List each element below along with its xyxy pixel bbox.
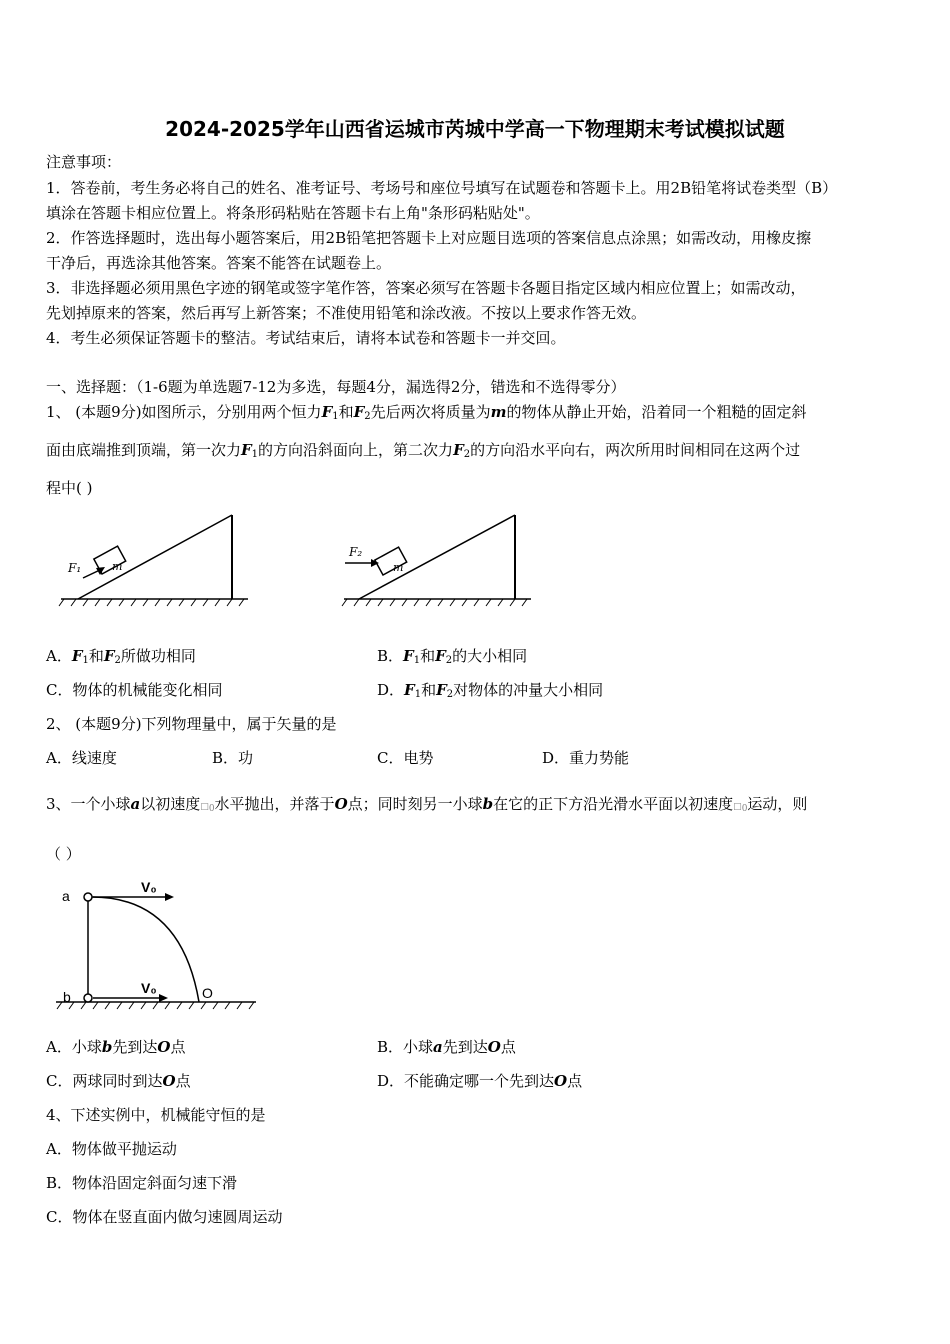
fig1-block-label: m xyxy=(112,560,123,573)
q4-stem: 4、下述实例中，机械能守恒的是 xyxy=(46,1106,266,1124)
notice-line: 填涂在答题卡相应位置上。将条形码粘贴在答题卡右上角"条形码粘贴处"。 xyxy=(46,204,540,222)
q4-option-b[interactable]: B．物体沿固定斜面匀速下滑 xyxy=(46,1174,238,1192)
q1-option-b[interactable]: B．$F_1$和$F_2$的大小相同 xyxy=(377,647,528,666)
q3-answer-blank: （ ） xyxy=(46,845,81,863)
q1-option-d[interactable]: D．$F_1$和$F_2$对物体的冲量大小相同 xyxy=(377,681,604,700)
q4-option-c[interactable]: C．物体在竖直面内做匀速圆周运动 xyxy=(46,1208,283,1226)
fig3-label-v0-top: V₀ xyxy=(141,879,157,895)
fig3-label-a: a xyxy=(62,888,70,904)
q3-option-d[interactable]: D．不能确定哪一个先到达O点 xyxy=(377,1072,583,1090)
q3-option-b[interactable]: B．小球a先到达O点 xyxy=(377,1038,516,1056)
q2-option-c[interactable]: C．电势 xyxy=(377,749,434,767)
q1-stem-line3: 程中( ) xyxy=(46,479,93,497)
page-title: 2024-2025学年山西省运城市芮城中学高一下物理期末考试模拟试题 xyxy=(165,117,785,141)
notice-line: 先划掉原来的答案，然后再写上新答案；不准使用铅笔和涂改液。不按以上要求作答无效。 xyxy=(46,304,647,322)
fig3-label-o: O xyxy=(202,985,213,1001)
q2-option-a[interactable]: A．线速度 xyxy=(46,749,117,767)
fig3-label-v0-bottom: V₀ xyxy=(141,980,157,996)
notice-line: 4．考生必须保证答题卡的整洁。考试结束后，请将本试卷和答题卡一并交回。 xyxy=(46,329,566,347)
notice-line: 1．答卷前，考生务必将自己的姓名、准考证号、考场号和座位号填写在试题卷和答题卡上。用2B铅笔将试卷类型（B） xyxy=(46,179,838,197)
q1-stem-line1: 1、 (本题9分)如图所示，分别用两个恒力$F_1$和$F_2$先后两次将质量为m的物体从静止开始，沿着同一个粗糙的固定斜 xyxy=(46,403,807,422)
q3-option-c[interactable]: C．两球同时到达O点 xyxy=(46,1072,191,1090)
q3-option-a[interactable]: A．小球b先到达O点 xyxy=(46,1038,186,1056)
q1-stem-line2: 面由底端推到顶端，第一次力$F_1$的方向沿斜面向上，第二次力$F_2$的方向沿水平向右，两次所用时间相同在这两个过 xyxy=(46,441,801,460)
notice-line: 3．非选择题必须用黑色字迹的钢笔或签字笔作答，答案必须写在答题卡各题目指定区域内相应位置上；如需改动， xyxy=(46,279,806,297)
fig2-block-label: m xyxy=(393,561,404,574)
notice-line: 2．作答选择题时，选出每小题答案后，用2B铅笔把答题卡上对应题目选项的答案信息点涂黑；如需改动，用橡皮擦 xyxy=(46,229,812,247)
q2-option-d[interactable]: D．重力势能 xyxy=(542,749,630,767)
q1-option-a[interactable]: A．$F_1$和$F_2$所做功相同 xyxy=(46,647,196,666)
incline-figure-1 xyxy=(56,512,256,612)
notice-heading: 注意事项： xyxy=(46,153,122,171)
q1-option-c[interactable]: C．物体的机械能变化相同 xyxy=(46,681,223,699)
q3-stem: 3、一个小球a以初速度$□_0$水平抛出，并落于O点；同时刻另一小球b在它的正下方沿光滑水平面以初速度$□_0$运动，则 xyxy=(46,795,808,814)
fig2-force-label: F₂ xyxy=(349,545,363,559)
fig1-force-label: F₁ xyxy=(68,561,82,575)
fig3-label-b: b xyxy=(63,989,71,1005)
q4-option-a[interactable]: A．物体做平抛运动 xyxy=(46,1140,177,1158)
projectile-figure xyxy=(56,876,261,1016)
q2-option-b[interactable]: B．功 xyxy=(212,749,254,767)
notice-line: 干净后，再选涂其他答案。答案不能答在试题卷上。 xyxy=(46,254,392,272)
q2-stem: 2、 (本题9分)下列物理量中，属于矢量的是 xyxy=(46,715,337,733)
incline-figure-2 xyxy=(339,512,539,612)
section-heading: 一、选择题：（1-6题为单选题7-12为多选，每题4分，漏选得2分，错选和不选得零分） xyxy=(46,378,626,396)
